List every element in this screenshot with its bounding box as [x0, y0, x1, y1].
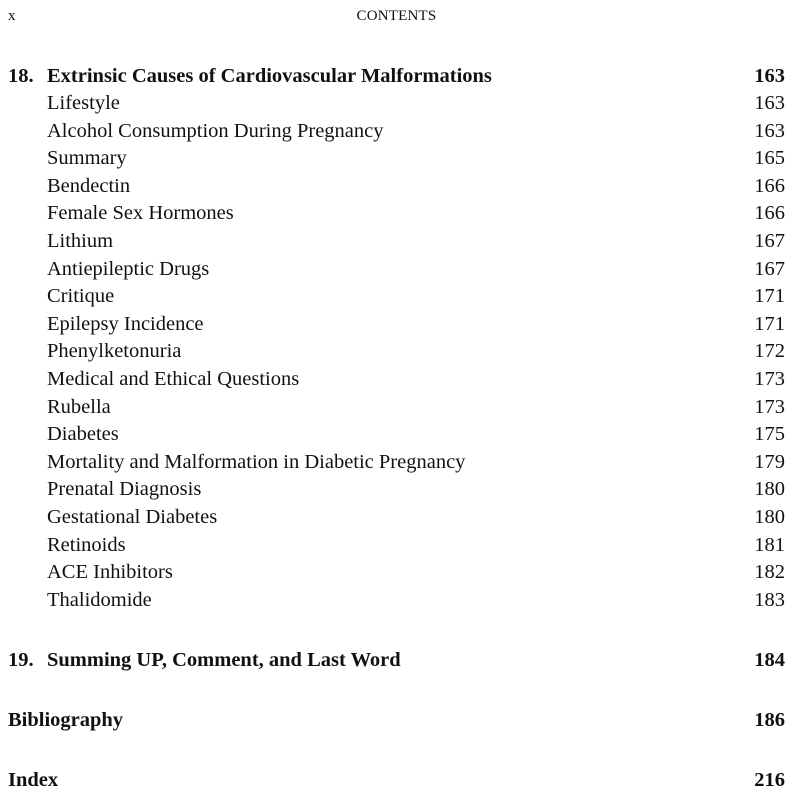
toc-section — [8, 476, 785, 504]
section-page: 173 — [754, 395, 785, 418]
toc-section — [8, 587, 785, 615]
index-title: Index — [8, 769, 59, 792]
chapter-heading — [8, 646, 401, 674]
running-head — [8, 8, 785, 30]
chapter-title: Extrinsic Causes of Cardiovascular Malformations — [47, 65, 492, 87]
spacer — [8, 734, 785, 766]
section-page: 165 — [754, 147, 785, 170]
toc-section — [8, 421, 785, 449]
spacer — [8, 674, 785, 706]
section-title: Prenatal Diagnosis — [47, 478, 202, 501]
toc-index — [8, 766, 785, 794]
section-page: 182 — [754, 561, 785, 584]
toc-chapter-18 — [8, 62, 785, 90]
section-title: Antiepileptic Drugs — [47, 257, 210, 280]
toc-section — [8, 200, 785, 228]
bibliography-title: Bibliography — [8, 709, 124, 732]
section-page: 180 — [754, 505, 785, 528]
section-title: Retinoids — [47, 533, 126, 556]
chapter-page: 163 — [754, 65, 785, 87]
section-title: Gestational Diabetes — [47, 505, 218, 528]
toc-section — [8, 449, 785, 477]
section-title: Mortality and Malformation in Diabetic Pregnancy — [47, 450, 466, 473]
section-title: Alcohol Consumption During Pregnancy — [47, 119, 384, 142]
section-page: 171 — [754, 312, 785, 335]
section-title: Medical and Ethical Questions — [47, 367, 300, 390]
bibliography-page: 186 — [754, 709, 785, 732]
section-title: Female Sex Hormones — [47, 202, 234, 225]
section-title: Phenylketonuria — [47, 340, 182, 363]
toc-section — [8, 90, 785, 118]
toc-section — [8, 311, 785, 339]
toc-section — [8, 173, 785, 201]
section-page: 171 — [754, 285, 785, 308]
header-page-number: x — [8, 8, 16, 24]
section-page: 172 — [754, 340, 785, 363]
section-title: Thalidomide — [47, 588, 152, 611]
section-page: 183 — [754, 588, 785, 611]
section-title: Summary — [47, 147, 127, 170]
toc-section — [8, 145, 785, 173]
section-page: 163 — [754, 92, 785, 114]
section-title: Lifestyle — [47, 92, 120, 114]
section-page: 166 — [754, 174, 785, 197]
toc-section — [8, 559, 785, 587]
chapter-heading — [8, 62, 492, 90]
chapter-page: 184 — [754, 649, 785, 672]
toc-chapter-19 — [8, 646, 785, 674]
section-page: 167 — [754, 257, 785, 280]
spacer — [8, 614, 785, 646]
section-page: 163 — [754, 119, 785, 142]
section-title: Bendectin — [47, 174, 131, 197]
toc-section — [8, 228, 785, 256]
section-title: Epilepsy Incidence — [47, 312, 204, 335]
section-page: 179 — [754, 450, 785, 473]
section-title: Rubella — [47, 395, 111, 418]
section-page: 175 — [754, 423, 785, 446]
section-title: ACE Inhibitors — [47, 561, 173, 584]
toc-section — [8, 504, 785, 532]
toc-section — [8, 366, 785, 394]
toc-bibliography — [8, 706, 785, 734]
header-title: CONTENTS — [356, 8, 437, 24]
section-title: Critique — [47, 285, 115, 308]
chapter-number: 19. — [8, 649, 34, 672]
section-page: 173 — [754, 367, 785, 390]
section-title: Diabetes — [47, 423, 119, 446]
section-title: Lithium — [47, 229, 114, 252]
chapter-title: Summing UP, Comment, and Last Word — [47, 649, 401, 672]
section-page: 167 — [754, 229, 785, 252]
chapter-number: 18. — [8, 65, 34, 87]
section-page: 166 — [754, 202, 785, 225]
toc-section — [8, 532, 785, 560]
section-page: 180 — [754, 478, 785, 501]
toc-section — [8, 283, 785, 311]
toc-section — [8, 118, 785, 146]
section-page: 181 — [754, 533, 785, 556]
toc-section — [8, 394, 785, 422]
toc-section — [8, 338, 785, 366]
index-page: 216 — [754, 769, 785, 792]
table-of-contents — [8, 62, 785, 794]
toc-section — [8, 256, 785, 284]
